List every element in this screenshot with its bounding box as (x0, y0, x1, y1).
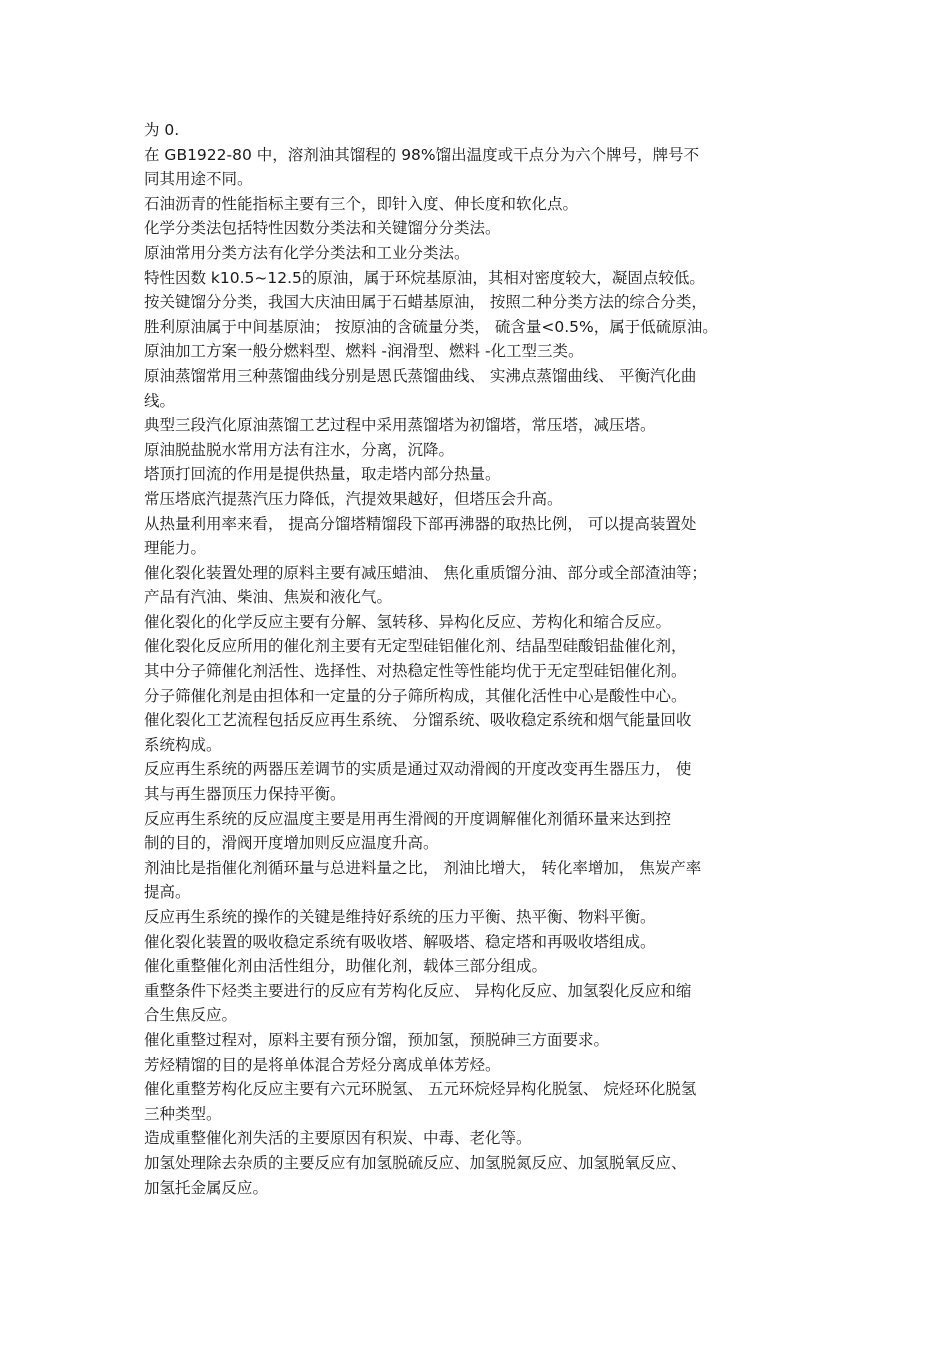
text-line: 重整条件下烃类主要进行的反应有芳构化反应、 异构化反应、加氢裂化反应和缩 (144, 981, 692, 1000)
text-line: 加氢托金属反应。 (144, 1178, 269, 1197)
text-line: 胜利原油属于中间基原油； 按原油的含硫量分类， 硫含量<0.5%，属于低硫原油。 (144, 317, 718, 336)
text-line: 常压塔底汽提蒸汽压力降低，汽提效果越好，但塔压会升高。 (144, 489, 563, 508)
text-line: 反应再生系统的两器压差调节的实质是通过双动滑阀的开度改变再生器压力， 使 (144, 760, 692, 779)
text-line: 系统构成。 (144, 735, 222, 754)
document-body (144, 118, 810, 1200)
text-line: 按关键馏分分类，我国大庆油田属于石蜡基原油， 按照二种分类方法的综合分类， (144, 293, 707, 312)
text-line: 产品有汽油、柴油、焦炭和液化气。 (144, 588, 393, 607)
text-line: 石油沥青的性能指标主要有三个，即针入度、伸长度和软化点。 (144, 194, 579, 213)
text-line: 其中分子筛催化剂活性、选择性、对热稳定性等性能均优于无定型硅铝催化剂。 (144, 662, 687, 681)
text-line: 催化重整催化剂由活性组分，助催化剂，载体三部分组成。 (144, 957, 548, 976)
text-line: 同其用途不同。 (144, 170, 253, 189)
text-line: 典型三段汽化原油蒸馏工艺过程中采用蒸馏塔为初馏塔，常压塔，减压塔。 (144, 416, 656, 435)
text-line: 合生焦反应。 (144, 1006, 238, 1025)
text-line: 化学分类法包括特性因数分类法和关键馏分分类法。 (144, 219, 501, 238)
text-line: 在 GB1922-80 中，溶剂油其馏程的 98%馏出温度或干点分为六个牌号，牌号不 (144, 145, 700, 164)
text-line: 催化裂化装置处理的原料主要有减压蜡油、 焦化重质馏分油、部分或全部渣油等； (144, 563, 707, 582)
text-line: 原油常用分类方法有化学分类法和工业分类法。 (144, 243, 470, 262)
text-line: 反应再生系统的反应温度主要是用再生滑阀的开度调解催化剂循环量来达到控 (144, 809, 672, 828)
text-line: 提高。 (144, 883, 191, 902)
text-line: 其与再生器顶压力保持平衡。 (144, 785, 346, 804)
text-line: 理能力。 (144, 539, 207, 558)
text-line: 特性因数 k10.5~12.5的原油，属于环烷基原油，其相对密度较大，凝固点较低。 (144, 268, 705, 287)
text-line: 剂油比是指催化剂循环量与总进料量之比， 剂油比增大， 转化率增加， 焦炭产率 (144, 858, 702, 877)
text-line: 从热量利用率来看， 提高分馏塔精馏段下部再沸器的取热比例， 可以提高装置处 (144, 514, 697, 533)
text-line: 原油蒸馏常用三种蒸馏曲线分别是恩氏蒸馏曲线、 实沸点蒸馏曲线、 平衡汽化曲 (144, 366, 697, 385)
text-line: 芳烃精馏的目的是将单体混合芳烃分离成单体芳烃。 (144, 1055, 501, 1074)
text-line: 塔顶打回流的作用是提供热量，取走塔内部分热量。 (144, 465, 501, 484)
text-line: 分子筛催化剂是由担体和一定量的分子筛所构成，其催化活性中心是酸性中心。 (144, 686, 687, 705)
text-line: 线。 (144, 391, 176, 410)
text-line: 催化裂化装置的吸收稳定系统有吸收塔、解吸塔、稳定塔和再吸收塔组成。 (144, 932, 656, 951)
text-line: 原油加工方案一般分燃料型、燃料 -润滑型、燃料 -化工型三类。 (144, 342, 584, 361)
text-line: 催化裂化工艺流程包括反应再生系统、 分馏系统、吸收稳定系统和烟气能量回收 (144, 711, 692, 730)
text-line: 催化裂化的化学反应主要有分解、氢转移、异构化反应、芳构化和缩合反应。 (144, 612, 672, 631)
text-line: 催化重整过程对，原料主要有预分馏，预加氢，预脱砷三方面要求。 (144, 1030, 610, 1049)
text-line: 制的目的，滑阀开度增加则反应温度升高。 (144, 834, 439, 853)
text-line: 造成重整催化剂失活的主要原因有积炭、中毒、老化等。 (144, 1129, 532, 1148)
text-line: 三种类型。 (144, 1104, 222, 1123)
text-line: 加氢处理除去杂质的主要反应有加氢脱硫反应、加氢脱氮反应、加氢脱氧反应、 (144, 1153, 687, 1172)
text-line: 反应再生系统的操作的关键是维持好系统的压力平衡、热平衡、物料平衡。 (144, 908, 656, 926)
text-line: 催化重整芳构化反应主要有六元环脱氢、 五元环烷烃异构化脱氢、 烷烃环化脱氢 (144, 1080, 697, 1099)
text-line: 原油脱盐脱水常用方法有注水，分离，沉降。 (144, 440, 455, 459)
text-line: 催化裂化反应所用的催化剂主要有无定型硅铝催化剂、结晶型硅酸铝盐催化剂， (144, 637, 687, 656)
text-line: 为 0. (144, 121, 180, 139)
